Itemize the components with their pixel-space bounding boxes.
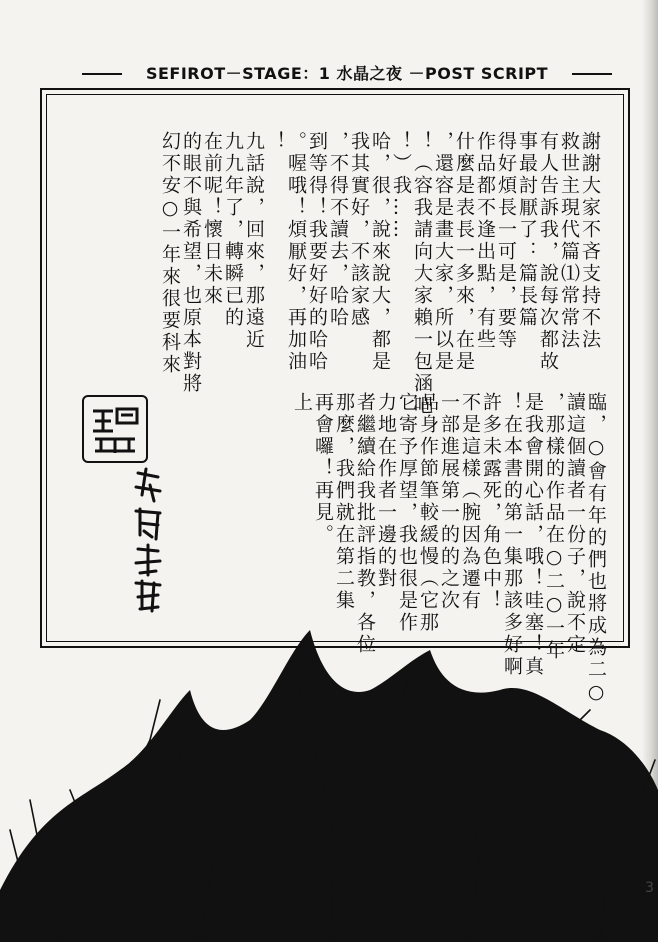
text-column: 九話說，回來，那遠近	[243, 131, 265, 351]
text-column: 有人告訴我，說每次都故	[537, 131, 559, 373]
text-column: ！）我……	[390, 131, 412, 241]
text-column: 那麼，我們就在第二集	[333, 392, 355, 612]
text-column: 是我會開心話，哦！哇塞！真	[522, 392, 544, 678]
text-column: 臨，○會有年的們也將成為二○	[585, 392, 607, 706]
text-column: 不是這樣（腕因為遷有	[459, 392, 481, 612]
text-column: 救世主現代篇⑴常常法	[558, 131, 580, 351]
page-edge-mark: 3	[645, 880, 654, 896]
text-column: ！	[264, 131, 286, 153]
header	[82, 62, 612, 86]
text-column: 事最討厭了：篇長篇	[516, 131, 538, 329]
text-column: 我其實好，不該家感	[348, 131, 370, 329]
header-rule-left	[82, 73, 122, 75]
header-rule-right	[572, 73, 612, 75]
seal-stamp	[82, 395, 148, 463]
text-column: 許多未露死，角色中！	[480, 392, 502, 612]
text-column: ！（容我請向大家賴一包涵吧	[411, 131, 433, 417]
text-column: ，不得不讀去，哈哈	[327, 131, 349, 329]
text-column: 在前呢！懷日未來	[201, 131, 223, 307]
text-column: 謝謝大家不吝支持不法	[579, 131, 601, 351]
text-column: 九九年了，轉瞬已的	[222, 131, 244, 329]
postscript-paragraph-a	[159, 131, 601, 417]
text-column: 品身作節筆較緩慢（它那	[417, 392, 439, 634]
text-column: 幻不安○一年來很要科來	[159, 131, 181, 376]
text-column: 的眼不與希望，也原本對將	[180, 131, 202, 395]
text-column: 。喔哦！煩厭好，再加油	[285, 131, 307, 373]
text-column: 它寄予厚望，我也很是作	[396, 392, 418, 634]
text-column: 作品都不逢出點，有些	[474, 131, 496, 351]
text-column: 到等得！我要好好的哈哈	[306, 131, 328, 373]
header-title: SEFIROT－STAGE：1 水晶之夜 －POST SCRIPT	[122, 62, 572, 86]
text-column: 得好煩長一可是，要等	[495, 131, 517, 351]
text-column: 再會囉！再見。	[312, 392, 334, 546]
text-column: 者繼續給我批評指教，各位	[354, 392, 376, 656]
tree-illustration	[0, 590, 658, 942]
text-column: 力地在作者一邊的對	[375, 392, 397, 590]
text-column: ！在本書的第一集那該多好啊	[501, 392, 523, 678]
text-column: ，那樣的作品在○二○一年	[543, 392, 565, 662]
text-column: 哈，很，說來說大，都是	[369, 131, 391, 373]
text-column: 讀這個讀者一份子，說不定	[564, 392, 586, 656]
text-column: ，還容是畫大家，所以是	[432, 131, 454, 373]
text-column: 什麼是表長一多來，在是	[453, 131, 475, 373]
text-column: 一部進展第一的的之次	[438, 392, 460, 612]
seal-icon	[87, 401, 143, 457]
text-column: 上	[291, 392, 313, 414]
